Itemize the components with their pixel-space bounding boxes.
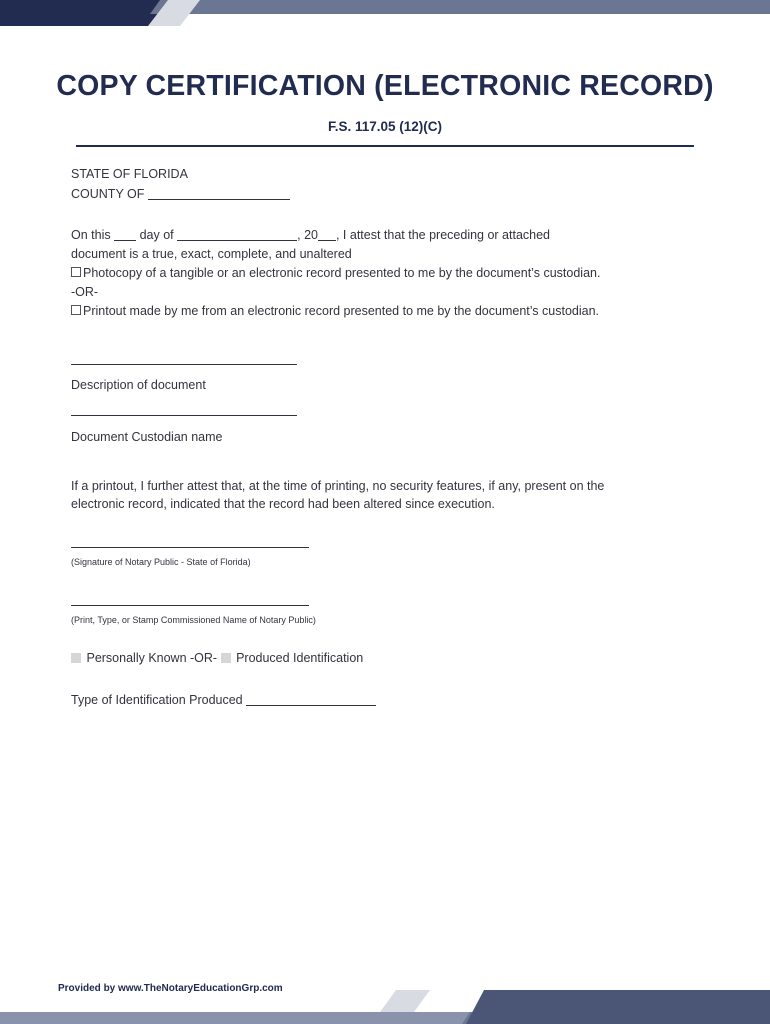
header-band-light: [0, 0, 770, 14]
day-field[interactable]: [114, 228, 136, 241]
option-printout[interactable]: [71, 304, 599, 318]
header-band-slate: [150, 0, 770, 14]
day-of-text: day of: [139, 228, 174, 242]
attest-line-1: [71, 228, 550, 242]
printout-checkbox[interactable]: [71, 305, 81, 315]
identification-options: [71, 651, 363, 665]
footer-band-navy: [466, 990, 770, 1024]
description-field[interactable]: [71, 364, 297, 365]
on-this-text: On this: [71, 228, 111, 242]
signature-caption: (Signature of Notary Public - State of Florida): [71, 557, 251, 567]
state-label: STATE OF FLORIDA: [71, 167, 188, 181]
footer-band-light-strip: [0, 1012, 470, 1024]
page-title: COPY CERTIFICATION (ELECTRONIC RECORD): [56, 70, 714, 102]
provided-by-footer: Provided by www.TheNotaryEducationGrp.com: [58, 983, 283, 994]
produced-id-checkbox[interactable]: [221, 653, 231, 663]
description-label: Description of document: [71, 378, 206, 392]
header-band-light-accent: [148, 0, 200, 26]
printout-attest-line-1: If a printout, I further attest that, at the time of printing, no security features, if any, present on the: [71, 479, 605, 493]
id-type-label: Type of Identification Produced: [71, 693, 243, 707]
attest-text: , I attest that the preceding or attached: [335, 228, 551, 242]
attest-line-2: document is a true, exact, complete, and unaltered: [71, 247, 352, 261]
custodian-label: Document Custodian name: [71, 430, 223, 444]
printout-attest-line-2: electronic record, indicated that the record had been altered since execution.: [71, 497, 495, 511]
title-divider: [76, 145, 694, 147]
header-band-navy: [0, 0, 186, 26]
id-type-line: [71, 693, 376, 707]
notary-signature-field[interactable]: [71, 547, 309, 548]
name-caption: (Print, Type, or Stamp Commissioned Name of Notary Public): [71, 615, 316, 625]
printout-label: Printout made by me from an electronic record presented to me by the document’s custodian.: [83, 304, 600, 318]
option-photocopy[interactable]: [71, 266, 600, 280]
county-label: COUNTY OF: [71, 187, 145, 201]
or-separator: -OR-: [71, 285, 99, 299]
produced-id-label: Produced Identification: [236, 651, 364, 665]
year-prefix-text: , 20: [297, 228, 318, 242]
footer-band-slate: [0, 1012, 770, 1024]
photocopy-checkbox[interactable]: [71, 267, 81, 277]
year-field[interactable]: [318, 228, 336, 241]
county-field[interactable]: [148, 187, 290, 200]
custodian-field[interactable]: [71, 415, 297, 416]
statute-subtitle: F.S. 117.05 (12)(C): [327, 119, 443, 134]
month-field[interactable]: [177, 228, 297, 241]
county-line: [71, 187, 290, 201]
id-type-field[interactable]: [246, 693, 376, 706]
personally-known-label: Personally Known -OR-: [86, 651, 218, 665]
notary-name-field[interactable]: [71, 605, 309, 606]
footer-band-light: [380, 990, 430, 1012]
photocopy-label: Photocopy of a tangible or an electronic record presented to me by the document’s custodian.: [83, 266, 601, 280]
personally-known-checkbox[interactable]: [71, 653, 81, 663]
